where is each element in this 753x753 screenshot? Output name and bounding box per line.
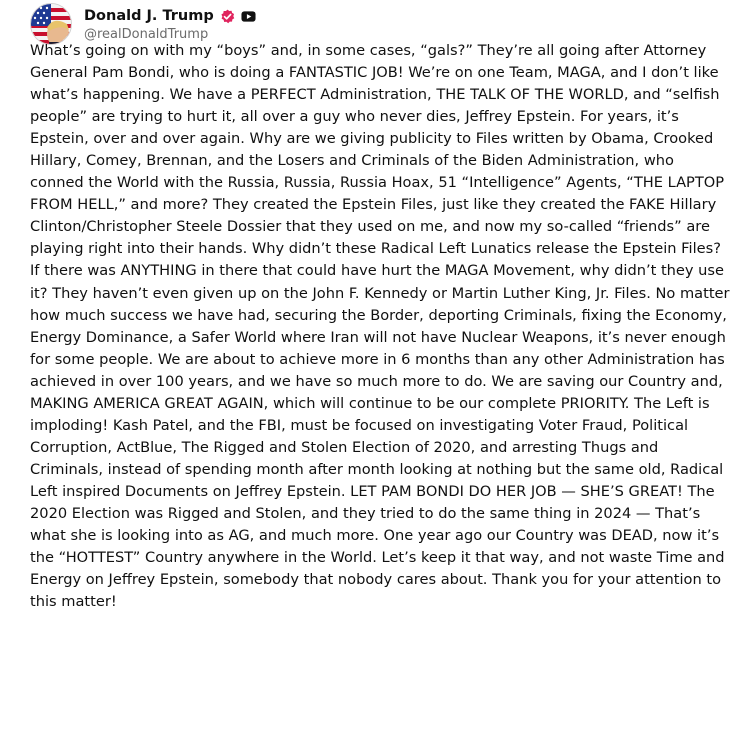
author-name-row [84, 6, 256, 26]
avatar-flag-icon [31, 4, 72, 45]
author-avatar[interactable] [30, 3, 72, 45]
author-handle[interactable]: @realDonaldTrump [84, 27, 209, 42]
post-header [30, 4, 256, 44]
author-display-name[interactable]: Donald J. Trump [84, 8, 214, 24]
post-body-text: What’s going on with my “boys” and, in some cases, “gals?” They’re all going after Attorney General Pam Bondi, who is doing a FANTASTIC JOB! We’re on one Team, MAGA, and I don’t like what’s happening. We have a PERFECT Administration, THE TALK OF THE WORLD, and “selfish people” are trying to hurt it, all over a guy who never dies, Jeffrey Epstein. For years, it’s Epstein, over and over again. Why are we giving publicity to Files written by Obama, Crooked Hillary, Comey, Brennan, and the Losers and Criminals of the Biden Administration, who conned the World with the Russia, Russia, Russia Hoax, 51 “Intelligence” Agents, “THE LAPTOP FROM HELL,” and more? They created the Epstein Files, just like they created the FAKE Hillary Clinton/Christopher Steele Dossier that they used on me, and now my so-called “friends” are playing right into their hands. Why didn’t these Radical Left Lunatics release the Epstein Files? If there was ANYTHING in there that could have hurt the MAGA Movement, why didn’t they use it? They haven’t even given up on the John F. Kennedy or Martin Luther King, Jr. Files. No matter how much success we have had, securing the Border, deporting Criminals, fixing the Economy, Energy Dominance, a Safer World where Iran will not have Nuclear Weapons, it’s never enough for some people. We are about to achieve more in 6 months than any other Administration has achieved in over 100 years, and we have so much more to do. We are saving our Country and, MAKING AMERICA GREAT AGAIN, which will continue to be our complete PRIORITY. The Left is imploding! Kash Patel, and the FBI, must be focused on investigating Voter Fraud, Political Corruption, ActBlue, The Rigged and Stolen Election of 2020, and arresting Thugs and Criminals, instead of spending month after month looking at nothing but the same old, Radical Left inspired Documents on Jeffrey Epstein. LET PAM BONDI DO HER JOB — SHE’S GREAT! The 2020 Election was Rigged and Stolen, and they tried to do the same thing in 2024 — That’s what she is looking into as AG, and much more. One year ago our Country was DEAD, now it’s the “HOTTEST” Country anywhere in the World. Let’s keep it that way, and not waste Time and Energy on Jeffrey Epstein, somebody that nobody cares about. Thank you for your attention to this matter! [30, 42, 730, 611]
author-meta [84, 6, 256, 42]
video-badge-icon [241, 9, 256, 24]
verified-badge-icon [220, 9, 235, 24]
